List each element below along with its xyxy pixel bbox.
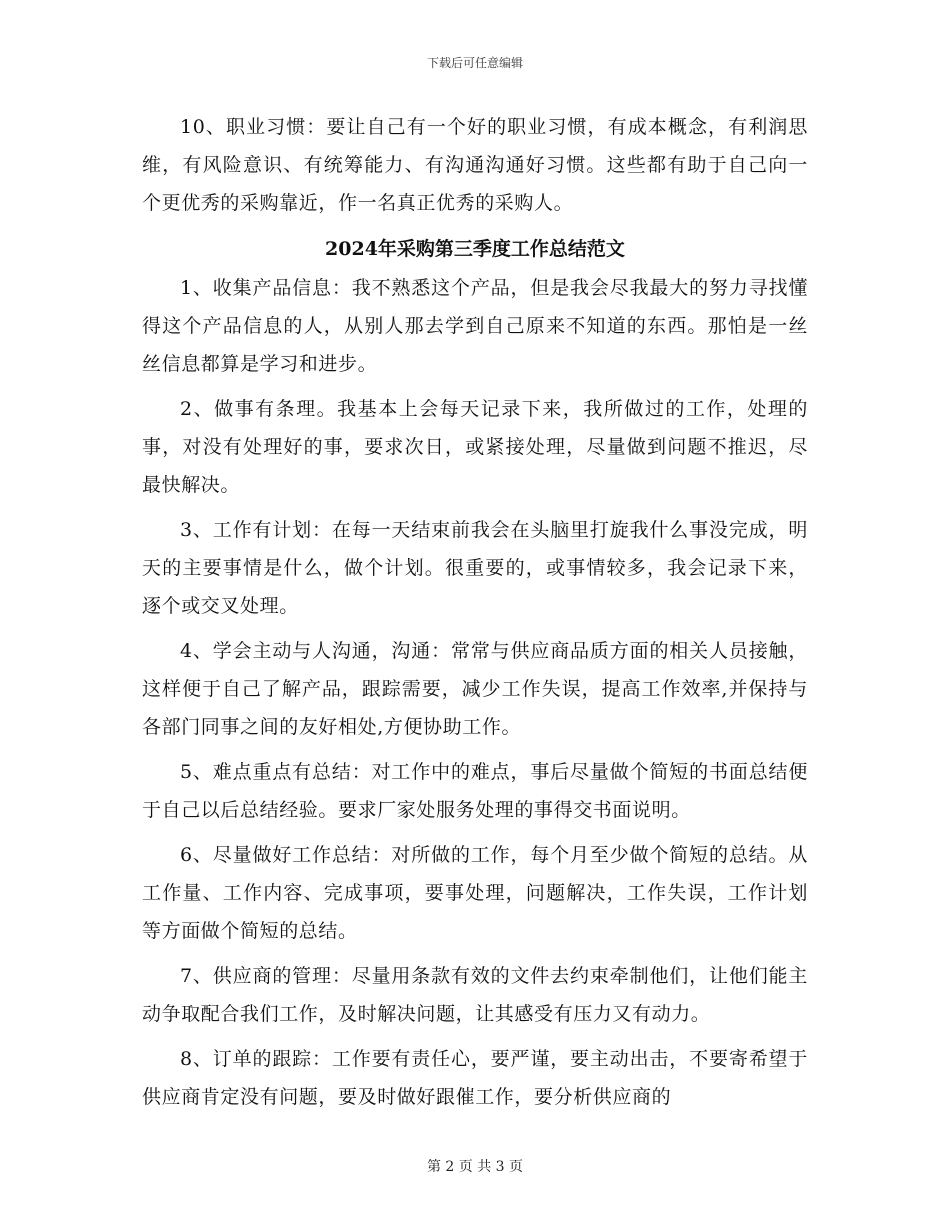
paragraph-8: 8、订单的跟踪：工作要有责任心，要严谨，要主动出击，不要寄希望于供应商肯定没有问题，要及时做好跟催工作，要分析供应商的 — [142, 1048, 808, 1108]
paragraph-6: 6、尽量做好工作总结：对所做的工作，每个月至少做个简短的总结。从工作量、工作内容、完成事项，要事处理，问题解决，工作失误，工作计划等方面做个简短的总结。 — [142, 844, 808, 942]
section-title: 2024年采购第三季度工作总结范文 — [325, 238, 625, 260]
paragraph-7: 7、供应商的管理：尽量用条款有效的文件去约束牵制他们，让他们能主动争取配合我们工作，及时解决问题，让其感受有压力又有动力。 — [142, 965, 808, 1025]
paragraph-5: 5、难点重点有总结：对工作中的难点，事后尽量做个简短的书面总结便于自己以后总结经验。要求厂家处服务处理的事得交书面说明。 — [142, 761, 808, 821]
paragraph-2: 2、做事有条理。我基本上会每天记录下来，我所做过的工作，处理的事，对没有处理好的事，要求次日，或紧接处理，尽量做到问题不推迟，尽最快解决。 — [142, 398, 808, 496]
intro-paragraph: 10、职业习惯：要让自己有一个好的职业习惯，有成本概念，有利润思维，有风险意识、有统筹能力、有沟通沟通好习惯。这些都有助于自己向一个更优秀的采购靠近，作一名真正优秀的采购人。 — [142, 116, 808, 214]
document-body — [142, 108, 808, 1123]
paragraph-1: 1、收集产品信息：我不熟悉这个产品，但是我会尽我最大的努力寻找懂得这个产品信息的人，从别人那去学到自己原来不知道的东西。那怕是一丝丝信息都算是学习和进步。 — [142, 277, 808, 375]
page-header: 下载后可任意编辑 — [426, 56, 523, 70]
paragraph-3: 3、工作有计划：在每一天结束前我会在头脑里打旋我什么事没完成，明天的主要事情是什么，做个计划。很重要的，或事情较多，我会记录下来，逐个或交叉处理。 — [142, 519, 808, 617]
paragraph-4: 4、学会主动与人沟通，沟通：常常与供应商品质方面的相关人员接触，这样便于自己了解产品，跟踪需要，减少工作失误，提高工作效率,并保持与各部门同事之间的友好相处,方便协助工作。 — [142, 640, 808, 738]
page-number: 第 2 页 共 3 页 — [426, 1159, 524, 1175]
